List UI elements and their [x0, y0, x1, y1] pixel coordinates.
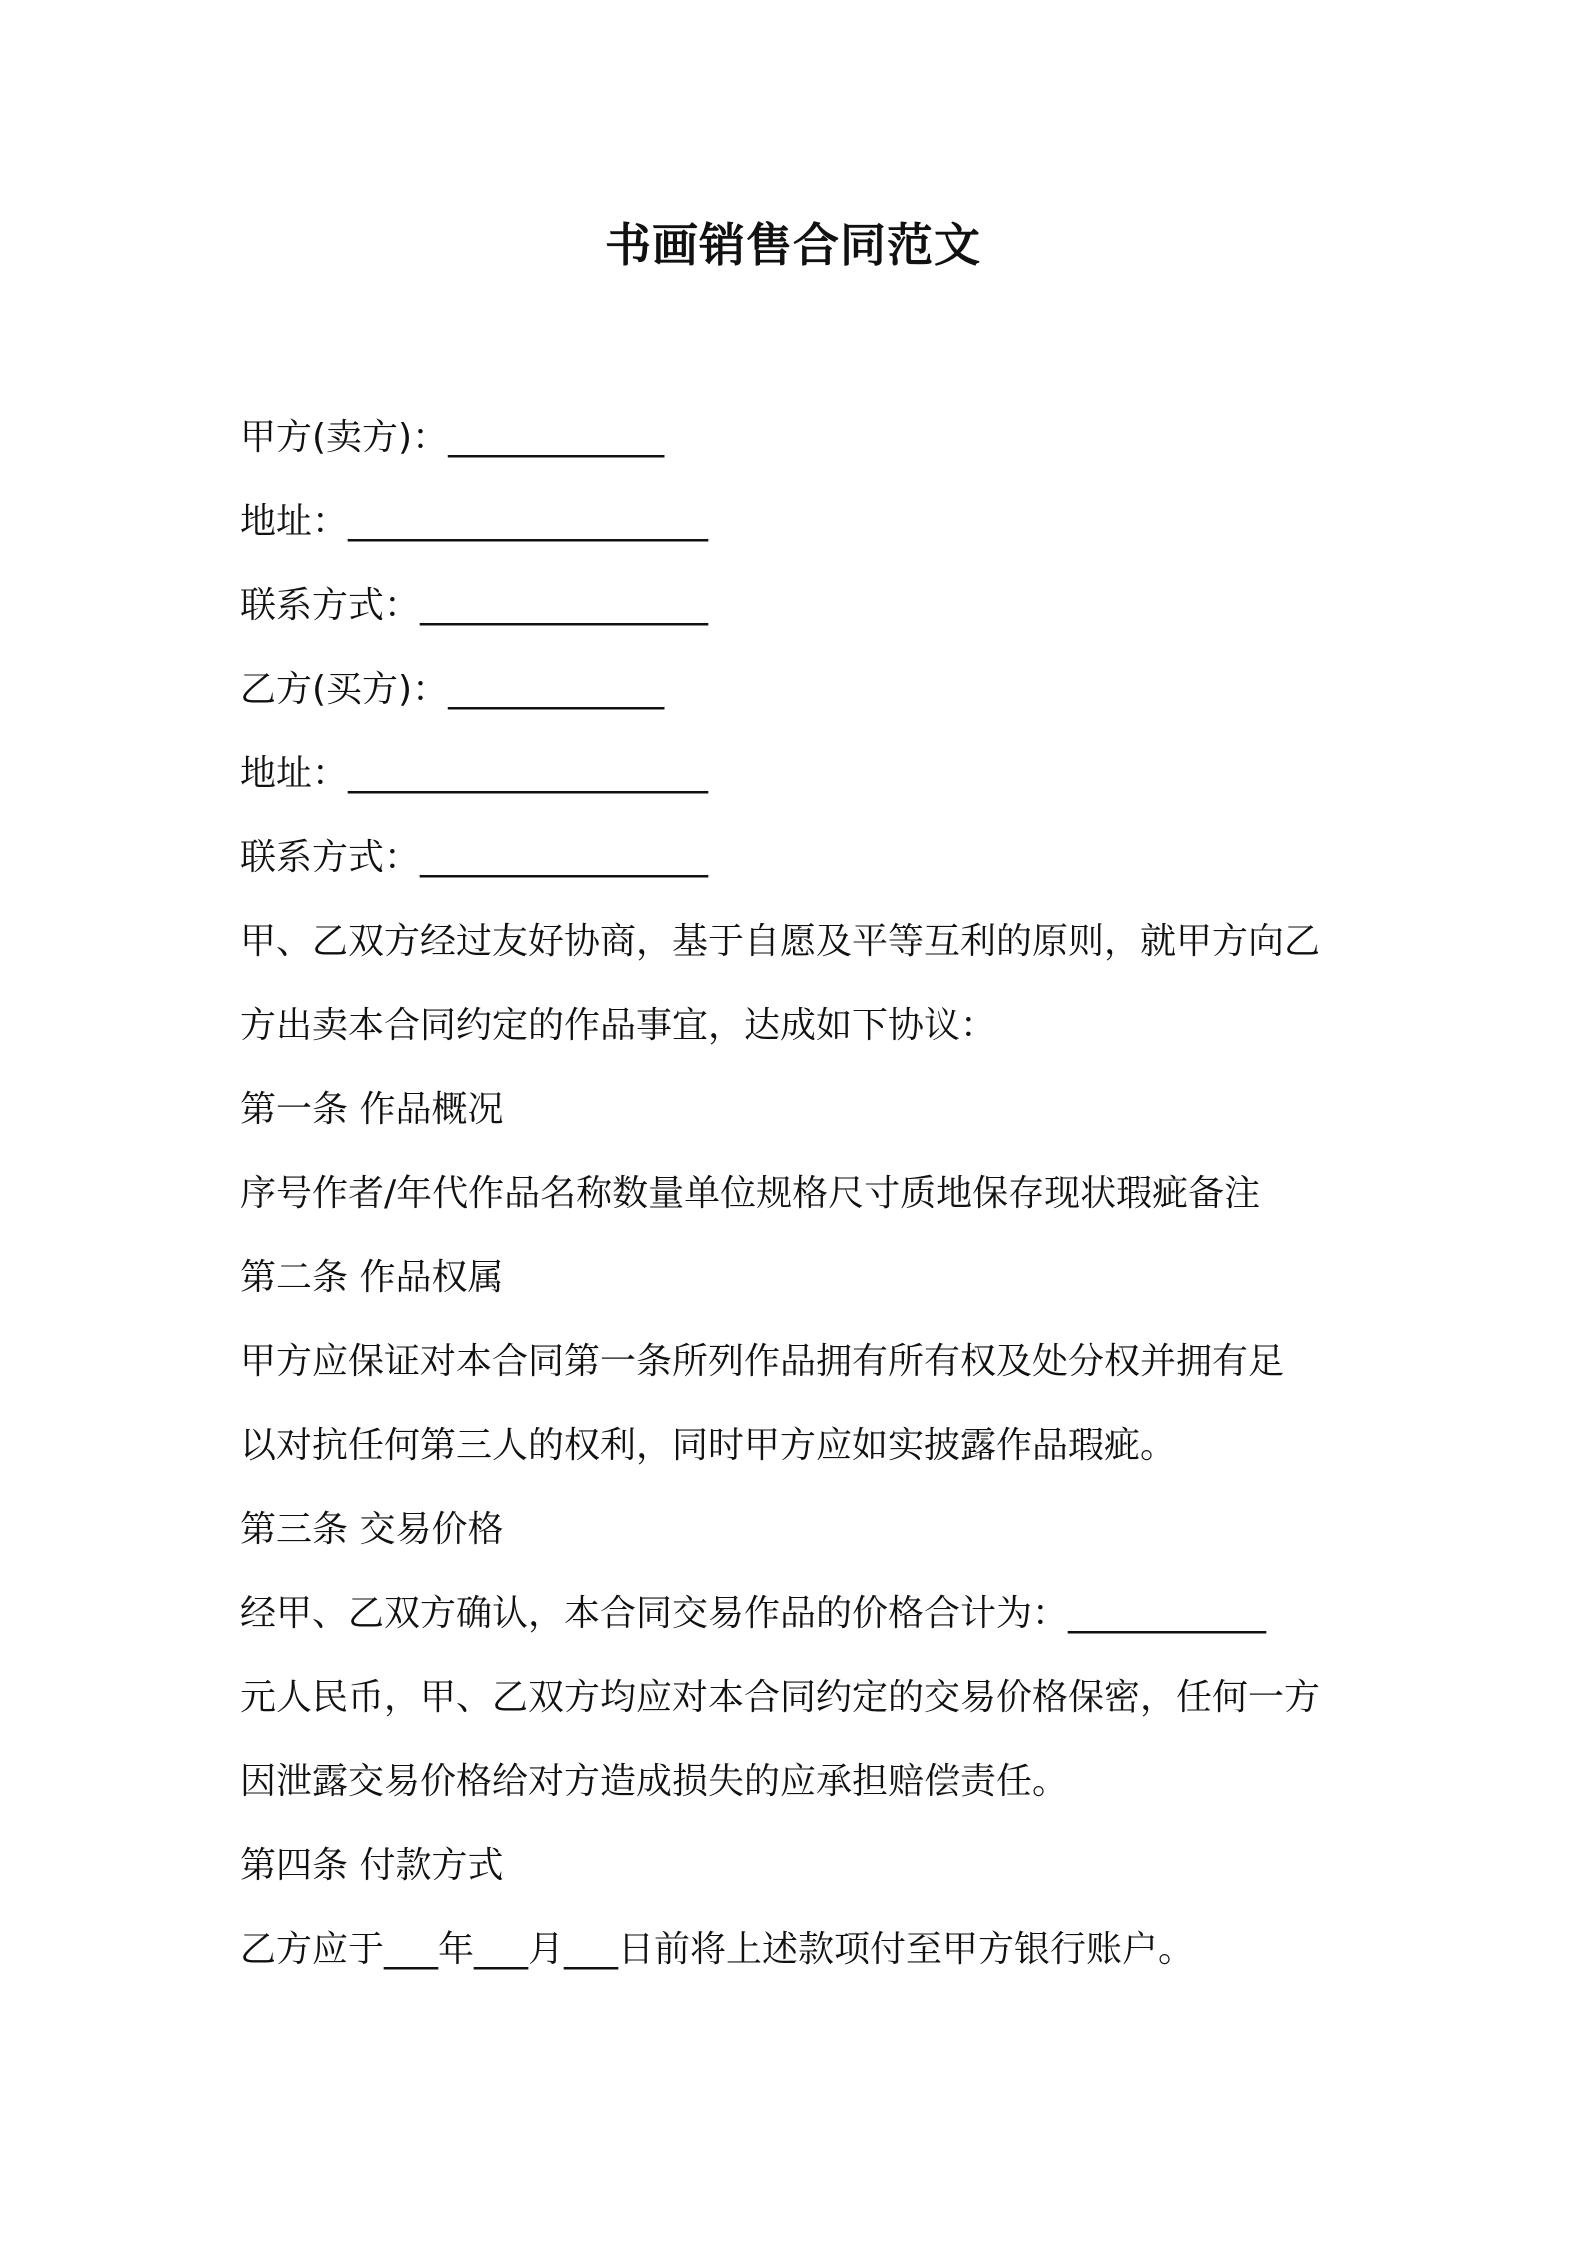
party-b-contact-line: 联系方式：________________	[240, 837, 709, 878]
party-b-address-line: 地址：____________________	[240, 753, 709, 794]
article-3-text-line-1: 经甲、乙双方确认，本合同交易作品的价格合计为：___________	[240, 1593, 1267, 1634]
article-3-text-line-2: 元人民币，甲、乙双方均应对本合同约定的交易价格保密，任何一方	[240, 1677, 1321, 1718]
document-title: 书画销售合同范文	[605, 218, 981, 272]
party-b-buyer-line: 乙方(买方)：____________	[240, 669, 665, 710]
article-3-text-line-3: 因泄露交易价格给对方造成损失的应承担赔偿责任。	[240, 1761, 1069, 1802]
article-4-text-line-1: 乙方应于___年___月___日前将上述款项付至甲方银行账户。	[240, 1929, 1195, 1970]
article-3-heading: 第三条 交易价格	[240, 1509, 504, 1550]
article-2-heading: 第二条 作品权属	[240, 1257, 504, 1298]
party-a-contact-line: 联系方式：________________	[240, 585, 709, 626]
article-1-table-header: 序号作者/年代作品名称数量单位规格尺寸质地保存现状瑕疵备注	[240, 1173, 1261, 1214]
party-a-seller-line: 甲方(卖方)：____________	[240, 417, 665, 458]
preamble-line-2: 方出卖本合同约定的作品事宜，达成如下协议：	[240, 1005, 997, 1046]
article-4-heading: 第四条 付款方式	[240, 1845, 504, 1886]
party-a-address-line: 地址：____________________	[240, 501, 709, 542]
preamble-line-1: 甲、乙双方经过友好协商，基于自愿及平等互利的原则，就甲方向乙	[240, 921, 1321, 962]
article-2-text-line-2: 以对抗任何第三人的权利，同时甲方应如实披露作品瑕疵。	[240, 1425, 1177, 1466]
article-2-text-line-1: 甲方应保证对本合同第一条所列作品拥有所有权及处分权并拥有足	[240, 1341, 1285, 1382]
article-1-heading: 第一条 作品概况	[240, 1089, 504, 1130]
